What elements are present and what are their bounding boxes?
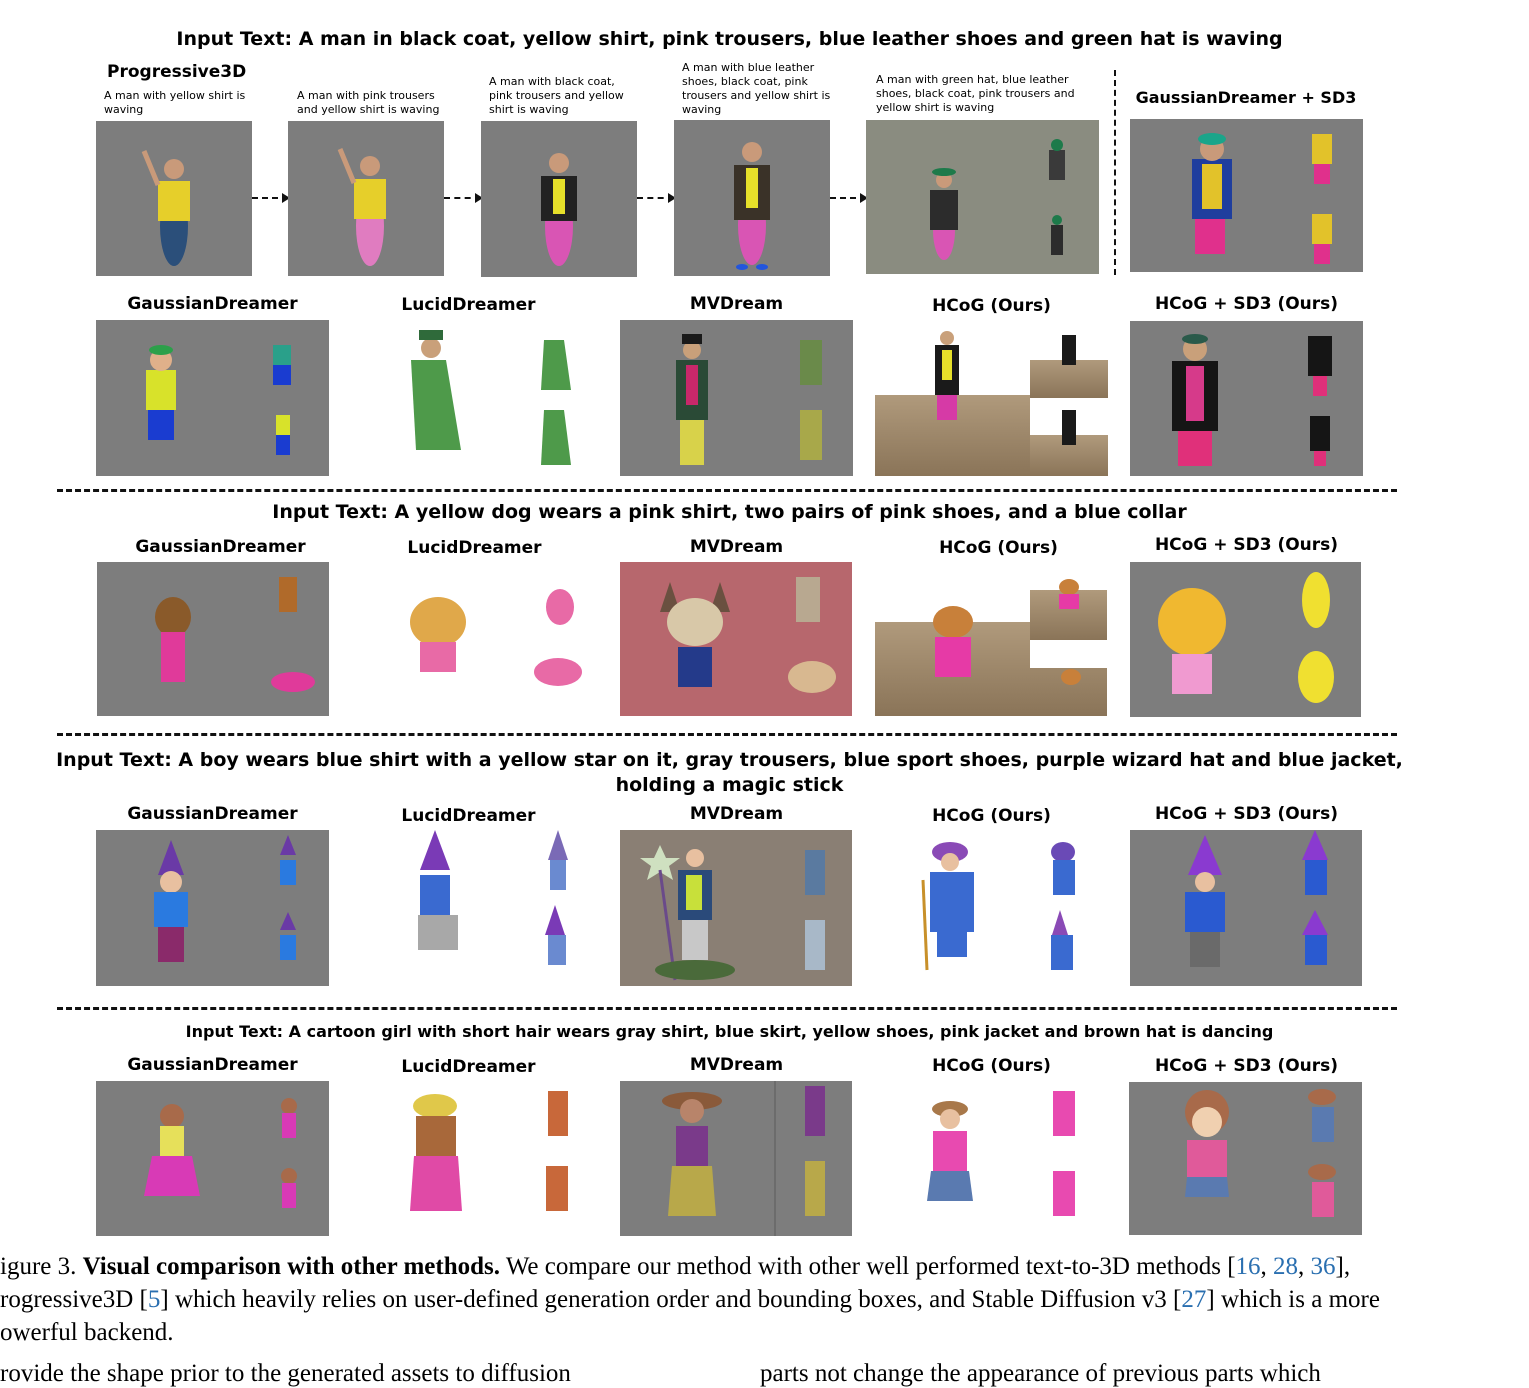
progressive3d-label: Progressive3D xyxy=(107,62,247,82)
label-luciddreamer-r4: LucidDreamer xyxy=(401,806,536,826)
input-text-girl: Input Text: A cartoon girl with short hair wears gray shirt, blue skirt, yellow shoes, pink jacket and brown hat is dancing xyxy=(185,1022,1274,1041)
label-hcog-r2: HCoG (Ours) xyxy=(932,296,1051,316)
citation-28[interactable]: 28 xyxy=(1273,1253,1299,1280)
luciddreamer-girl-image xyxy=(380,1081,610,1236)
caption-sep-1: , xyxy=(1260,1253,1274,1280)
row1-vertical-divider xyxy=(1114,70,1116,275)
label-gaussiandreamer-r3: GaussianDreamer xyxy=(135,537,306,557)
arrow-2-3 xyxy=(444,197,481,199)
progressive-step-4-image xyxy=(674,120,830,276)
mvdream-dog-image xyxy=(620,562,852,716)
body-text-left: rovide the shape prior to the generated assets to diffusion xyxy=(0,1360,571,1387)
mvdream-boy-image xyxy=(620,830,852,986)
caption-bold: Visual comparison with other methods. xyxy=(82,1253,501,1280)
label-hcog-sd3-r4: HCoG + SD3 (Ours) xyxy=(1154,804,1339,824)
arrow-3-4 xyxy=(637,197,674,199)
prompt-step-2: A man with pink trousers and yellow shirt is waving xyxy=(297,89,440,116)
hcog-girl-image xyxy=(875,1081,1107,1236)
figure-caption xyxy=(0,1250,1480,1349)
caption-text-1: We compare our method with other well performed text-to-3D methods [ xyxy=(500,1253,1236,1280)
luciddreamer-boy-image xyxy=(380,830,610,986)
citation-16[interactable]: 16 xyxy=(1235,1253,1261,1280)
label-hcog-r3: HCoG (Ours) xyxy=(939,538,1058,558)
label-gaussiandreamer-r5: GaussianDreamer xyxy=(127,1055,298,1075)
prompt-step-4: A man with blue leather shoes, black coat, pink trousers and yellow shirt is waving xyxy=(682,61,831,116)
progressive-step-3-image xyxy=(481,121,637,277)
luciddreamer-dog-image xyxy=(380,562,610,716)
input-text-boy-line1: Input Text: A boy wears blue shirt with a yellow star on it, gray trousers, blue sport shoes, purple wizard hat and blue jacket, xyxy=(56,749,1403,771)
gaussiandreamer-boy-image xyxy=(96,830,329,986)
gd-sd3-label: GaussianDreamer + SD3 xyxy=(1135,88,1357,107)
hcog-boy-image xyxy=(875,830,1107,986)
progressive-step-2-image xyxy=(288,121,444,276)
input-text-dog: Input Text: A yellow dog wears a pink shirt, two pairs of pink shoes, and a blue collar xyxy=(272,501,1187,523)
label-gaussiandreamer-r2: GaussianDreamer xyxy=(127,294,298,314)
divider-1 xyxy=(57,489,1397,492)
hcog-man-image xyxy=(875,320,1108,476)
citation-27[interactable]: 27 xyxy=(1181,1286,1207,1313)
label-mvdream-r3: MVDream xyxy=(689,537,784,557)
label-mvdream-r4: MVDream xyxy=(689,804,784,824)
label-luciddreamer-r2: LucidDreamer xyxy=(401,295,536,315)
label-hcog-sd3-r5: HCoG + SD3 (Ours) xyxy=(1154,1056,1339,1076)
citation-36[interactable]: 36 xyxy=(1310,1253,1336,1280)
input-text-man: Input Text: A man in black coat, yellow shirt, pink trousers, blue leather shoes and green hat is waving xyxy=(176,28,1283,50)
gaussiandreamer-girl-image xyxy=(96,1081,329,1236)
hcog-sd3-man-image xyxy=(1130,321,1363,476)
citation-5[interactable]: 5 xyxy=(147,1286,161,1313)
prompt-step-1: A man with yellow shirt is waving xyxy=(104,89,246,116)
progressive-step-1-image xyxy=(96,121,252,276)
label-hcog-r5: HCoG (Ours) xyxy=(932,1056,1051,1076)
caption-line-2 xyxy=(0,1283,1480,1316)
body-text-right: parts not change the appearance of previous parts which xyxy=(760,1360,1321,1387)
divider-3 xyxy=(57,1007,1397,1010)
mvdream-girl-image xyxy=(620,1081,852,1236)
caption-prefix: igure 3. xyxy=(0,1253,77,1280)
hcog-sd3-girl-image xyxy=(1129,1082,1362,1235)
hcog-sd3-dog-image xyxy=(1130,562,1361,717)
label-luciddreamer-r5: LucidDreamer xyxy=(401,1057,536,1077)
label-mvdream-r5: MVDream xyxy=(689,1055,784,1075)
label-mvdream-r2: MVDream xyxy=(689,294,784,314)
mvdream-man-image xyxy=(620,320,853,476)
label-gaussiandreamer-r4: GaussianDreamer xyxy=(127,804,298,824)
label-hcog-sd3-r2: HCoG + SD3 (Ours) xyxy=(1154,294,1339,314)
caption-sep-2: , xyxy=(1298,1253,1311,1280)
caption-line2-b: ] which heavily relies on user-defined generation order and bounding boxes, and Stable Diffusion v3 [ xyxy=(160,1286,1182,1313)
gd-sd3-image xyxy=(1130,119,1363,272)
caption-line2-c: ] which is a more xyxy=(1206,1286,1380,1313)
input-text-boy-line2: holding a magic stick xyxy=(615,774,844,796)
caption-line-1 xyxy=(0,1250,1480,1283)
gaussiandreamer-man-image xyxy=(96,320,329,476)
label-hcog-r4: HCoG (Ours) xyxy=(932,806,1051,826)
label-hcog-sd3-r3: HCoG + SD3 (Ours) xyxy=(1154,535,1339,555)
hcog-sd3-boy-image xyxy=(1130,830,1362,986)
divider-2 xyxy=(57,733,1397,736)
label-luciddreamer-r3: LucidDreamer xyxy=(407,538,542,558)
caption-text-2: ], xyxy=(1335,1253,1351,1280)
gaussiandreamer-dog-image xyxy=(97,562,329,716)
arrow-1-2 xyxy=(252,197,288,199)
caption-line2-a: rogressive3D [ xyxy=(0,1286,148,1313)
luciddreamer-man-image xyxy=(376,320,609,476)
arrow-4-5 xyxy=(830,197,866,199)
prompt-step-5: A man with green hat, blue leather shoes, black coat, pink trousers and yellow shirt is waving xyxy=(876,73,1075,114)
hcog-dog-image xyxy=(875,562,1107,716)
caption-line-3: owerful backend. xyxy=(0,1319,174,1346)
progressive-step-5-image xyxy=(866,120,1099,274)
prompt-step-3: A man with black coat, pink trousers and yellow shirt is waving xyxy=(489,75,624,116)
